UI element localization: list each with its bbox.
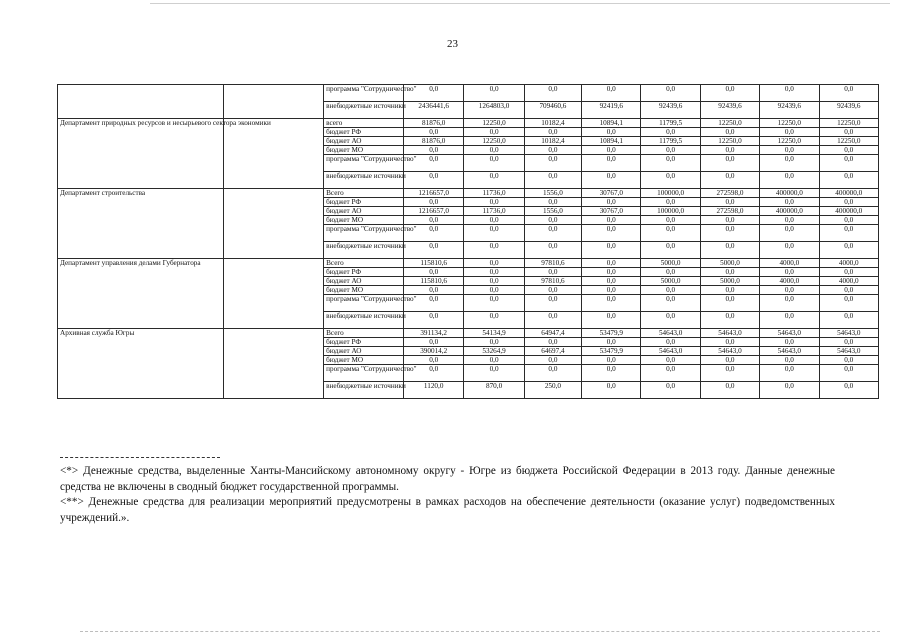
amount-cell: 709460,6 <box>524 102 581 119</box>
funding-table <box>57 84 879 399</box>
amount-cell: 0,0 <box>524 268 581 277</box>
amount-cell: 0,0 <box>582 338 641 347</box>
department-cell: Департамент управления делами Губернатора <box>58 259 224 329</box>
amount-cell: 0,0 <box>819 225 878 242</box>
amount-cell: 10894,1 <box>582 137 641 146</box>
amount-cell: 0,0 <box>760 365 819 382</box>
funding-source-cell: программа "Сотрудничество" <box>324 225 404 242</box>
amount-cell: 0,0 <box>760 356 819 365</box>
amount-cell: 0,0 <box>760 85 819 102</box>
footnote-2: <**> Денежные средства для реализации мероприятий предусмотрены в рамках расходов на обеспечение деятельности (оказание услуг) подведомственных учреждений.». <box>60 496 835 524</box>
amount-cell: 12250,0 <box>819 119 878 128</box>
amount-cell: 0,0 <box>760 128 819 137</box>
amount-cell: 0,0 <box>819 295 878 312</box>
amount-cell: 12250,0 <box>819 137 878 146</box>
amount-cell: 0,0 <box>464 128 524 137</box>
amount-cell: 0,0 <box>582 216 641 225</box>
funding-source-cell: бюджет АО <box>324 347 404 356</box>
amount-cell: 4000,0 <box>819 277 878 286</box>
amount-cell: 0,0 <box>464 365 524 382</box>
amount-cell: 0,0 <box>464 295 524 312</box>
amount-cell: 0,0 <box>403 216 463 225</box>
empty-cell <box>223 119 323 189</box>
amount-cell: 0,0 <box>464 172 524 189</box>
amount-cell: 0,0 <box>524 198 581 207</box>
amount-cell: 0,0 <box>403 146 463 155</box>
amount-cell: 0,0 <box>464 146 524 155</box>
empty-cell <box>223 329 323 399</box>
amount-cell: 11736,0 <box>464 189 524 198</box>
amount-cell: 0,0 <box>464 286 524 295</box>
amount-cell: 0,0 <box>582 312 641 329</box>
funding-source-cell: бюджет РФ <box>324 268 404 277</box>
amount-cell: 0,0 <box>582 277 641 286</box>
table-row <box>58 189 879 198</box>
amount-cell: 0,0 <box>403 85 463 102</box>
amount-cell: 0,0 <box>582 155 641 172</box>
amount-cell: 0,0 <box>819 338 878 347</box>
amount-cell: 250,0 <box>524 382 581 399</box>
amount-cell: 0,0 <box>819 268 878 277</box>
funding-source-cell: бюджет РФ <box>324 338 404 347</box>
amount-cell: 0,0 <box>700 198 759 207</box>
amount-cell: 0,0 <box>582 242 641 259</box>
amount-cell: 0,0 <box>464 85 524 102</box>
amount-cell: 0,0 <box>464 155 524 172</box>
amount-cell: 0,0 <box>760 172 819 189</box>
amount-cell: 10182,4 <box>524 119 581 128</box>
amount-cell: 0,0 <box>641 146 700 155</box>
amount-cell: 10182,4 <box>524 137 581 146</box>
amount-cell: 92439,6 <box>641 102 700 119</box>
amount-cell: 0,0 <box>403 198 463 207</box>
amount-cell: 0,0 <box>464 312 524 329</box>
funding-source-cell: программа "Сотрудничество" <box>324 295 404 312</box>
amount-cell: 1556,0 <box>524 207 581 216</box>
department-cell: Архивная служба Югры <box>58 329 224 399</box>
funding-source-cell: внебюджетные источники <box>324 242 404 259</box>
amount-cell: 0,0 <box>700 382 759 399</box>
amount-cell: 0,0 <box>582 85 641 102</box>
amount-cell: 0,0 <box>464 225 524 242</box>
amount-cell: 0,0 <box>464 242 524 259</box>
amount-cell: 54643,0 <box>760 347 819 356</box>
funding-source-cell: программа "Сотрудничество" <box>324 85 404 102</box>
amount-cell: 0,0 <box>760 242 819 259</box>
funding-source-cell: внебюджетные источники <box>324 172 404 189</box>
amount-cell: 0,0 <box>700 268 759 277</box>
amount-cell: 0,0 <box>819 356 878 365</box>
amount-cell: 0,0 <box>700 312 759 329</box>
amount-cell: 54643,0 <box>819 329 878 338</box>
amount-cell: 0,0 <box>700 242 759 259</box>
amount-cell: 0,0 <box>524 338 581 347</box>
amount-cell: 81876,0 <box>403 137 463 146</box>
funding-source-cell: бюджет АО <box>324 137 404 146</box>
amount-cell: 12250,0 <box>464 119 524 128</box>
amount-cell: 0,0 <box>700 85 759 102</box>
amount-cell: 0,0 <box>464 259 524 268</box>
amount-cell: 12250,0 <box>700 137 759 146</box>
amount-cell: 54643,0 <box>700 329 759 338</box>
funding-source-cell: бюджет МО <box>324 146 404 155</box>
amount-cell: 0,0 <box>641 295 700 312</box>
funding-source-cell: внебюджетные источники <box>324 312 404 329</box>
amount-cell: 272598,0 <box>700 207 759 216</box>
amount-cell: 4000,0 <box>760 259 819 268</box>
amount-cell: 870,0 <box>464 382 524 399</box>
amount-cell: 0,0 <box>760 146 819 155</box>
footnote-separator <box>60 457 220 458</box>
amount-cell: 53479,9 <box>582 329 641 338</box>
amount-cell: 0,0 <box>760 155 819 172</box>
amount-cell: 11736,0 <box>464 207 524 216</box>
amount-cell: 0,0 <box>641 382 700 399</box>
amount-cell: 92419,6 <box>582 102 641 119</box>
department-cell <box>58 85 224 119</box>
amount-cell: 0,0 <box>524 365 581 382</box>
amount-cell: 0,0 <box>700 295 759 312</box>
amount-cell: 0,0 <box>641 312 700 329</box>
amount-cell: 0,0 <box>700 225 759 242</box>
amount-cell: 400000,0 <box>760 207 819 216</box>
amount-cell: 391134,2 <box>403 329 463 338</box>
amount-cell: 400000,0 <box>819 207 878 216</box>
department-cell: Департамент природных ресурсов и несырьевого сектора экономики <box>58 119 224 189</box>
amount-cell: 0,0 <box>403 268 463 277</box>
amount-cell: 1264803,0 <box>464 102 524 119</box>
funding-source-cell: программа "Сотрудничество" <box>324 155 404 172</box>
amount-cell: 0,0 <box>641 155 700 172</box>
amount-cell: 0,0 <box>819 128 878 137</box>
amount-cell: 390014,2 <box>403 347 463 356</box>
amount-cell: 0,0 <box>641 356 700 365</box>
amount-cell: 0,0 <box>524 216 581 225</box>
amount-cell: 0,0 <box>641 172 700 189</box>
funding-source-cell: внебюджетные источники <box>324 102 404 119</box>
amount-cell: 0,0 <box>819 382 878 399</box>
amount-cell: 0,0 <box>819 198 878 207</box>
amount-cell: 0,0 <box>641 242 700 259</box>
amount-cell: 0,0 <box>464 338 524 347</box>
amount-cell: 0,0 <box>403 312 463 329</box>
empty-cell <box>223 189 323 259</box>
amount-cell: 0,0 <box>524 242 581 259</box>
amount-cell: 0,0 <box>641 365 700 382</box>
amount-cell: 12250,0 <box>464 137 524 146</box>
amount-cell: 0,0 <box>582 128 641 137</box>
amount-cell: 0,0 <box>582 225 641 242</box>
amount-cell: 5000,0 <box>700 277 759 286</box>
amount-cell: 0,0 <box>403 286 463 295</box>
amount-cell: 97810,6 <box>524 259 581 268</box>
amount-cell: 92439,6 <box>700 102 759 119</box>
amount-cell: 4000,0 <box>819 259 878 268</box>
amount-cell: 0,0 <box>760 198 819 207</box>
amount-cell: 0,0 <box>403 365 463 382</box>
scan-top-edge <box>150 3 890 4</box>
amount-cell: 0,0 <box>464 198 524 207</box>
amount-cell: 0,0 <box>464 216 524 225</box>
amount-cell: 0,0 <box>760 312 819 329</box>
amount-cell: 0,0 <box>582 268 641 277</box>
amount-cell: 5000,0 <box>641 277 700 286</box>
amount-cell: 0,0 <box>582 356 641 365</box>
amount-cell: 0,0 <box>760 382 819 399</box>
amount-cell: 0,0 <box>700 146 759 155</box>
amount-cell: 0,0 <box>760 295 819 312</box>
funding-source-cell: бюджет МО <box>324 286 404 295</box>
amount-cell: 64697,4 <box>524 347 581 356</box>
amount-cell: 0,0 <box>641 338 700 347</box>
amount-cell: 30767,0 <box>582 207 641 216</box>
amount-cell: 92439,6 <box>819 102 878 119</box>
amount-cell: 0,0 <box>700 216 759 225</box>
amount-cell: 0,0 <box>403 155 463 172</box>
amount-cell: 0,0 <box>403 128 463 137</box>
amount-cell: 0,0 <box>524 295 581 312</box>
amount-cell: 0,0 <box>524 128 581 137</box>
amount-cell: 0,0 <box>582 198 641 207</box>
amount-cell: 0,0 <box>700 128 759 137</box>
amount-cell: 53264,9 <box>464 347 524 356</box>
amount-cell: 12250,0 <box>760 137 819 146</box>
amount-cell: 0,0 <box>641 286 700 295</box>
amount-cell: 54643,0 <box>760 329 819 338</box>
amount-cell: 1216657,0 <box>403 207 463 216</box>
amount-cell: 0,0 <box>760 338 819 347</box>
amount-cell: 0,0 <box>760 216 819 225</box>
amount-cell: 54643,0 <box>641 347 700 356</box>
funding-source-cell: всего <box>324 119 404 128</box>
amount-cell: 0,0 <box>641 128 700 137</box>
page-number: 23 <box>447 38 458 50</box>
footnotes <box>60 464 835 526</box>
amount-cell: 115810,6 <box>403 277 463 286</box>
amount-cell: 0,0 <box>582 295 641 312</box>
amount-cell: 1216657,0 <box>403 189 463 198</box>
amount-cell: 100000,0 <box>641 207 700 216</box>
amount-cell: 0,0 <box>464 277 524 286</box>
funding-source-cell: бюджет РФ <box>324 128 404 137</box>
amount-cell: 0,0 <box>464 268 524 277</box>
amount-cell: 0,0 <box>403 242 463 259</box>
amount-cell: 0,0 <box>760 268 819 277</box>
amount-cell: 0,0 <box>700 365 759 382</box>
funding-source-cell: бюджет АО <box>324 277 404 286</box>
amount-cell: 0,0 <box>582 365 641 382</box>
funding-source-cell: бюджет АО <box>324 207 404 216</box>
amount-cell: 12250,0 <box>760 119 819 128</box>
amount-cell: 54134,9 <box>464 329 524 338</box>
amount-cell: 0,0 <box>819 172 878 189</box>
amount-cell: 54643,0 <box>819 347 878 356</box>
amount-cell: 0,0 <box>582 146 641 155</box>
amount-cell: 0,0 <box>819 146 878 155</box>
amount-cell: 0,0 <box>819 242 878 259</box>
amount-cell: 0,0 <box>582 286 641 295</box>
amount-cell: 54643,0 <box>700 347 759 356</box>
amount-cell: 0,0 <box>464 356 524 365</box>
amount-cell: 0,0 <box>641 268 700 277</box>
amount-cell: 1556,0 <box>524 189 581 198</box>
scan-bottom-edge <box>80 631 880 632</box>
amount-cell: 0,0 <box>403 225 463 242</box>
amount-cell: 0,0 <box>700 338 759 347</box>
funding-source-cell: Всего <box>324 329 404 338</box>
funding-source-cell: программа "Сотрудничество" <box>324 365 404 382</box>
amount-cell: 0,0 <box>641 198 700 207</box>
amount-cell: 0,0 <box>641 216 700 225</box>
amount-cell: 64947,4 <box>524 329 581 338</box>
amount-cell: 0,0 <box>641 225 700 242</box>
amount-cell: 54643,0 <box>641 329 700 338</box>
amount-cell: 0,0 <box>403 356 463 365</box>
amount-cell: 0,0 <box>700 172 759 189</box>
amount-cell: 0,0 <box>819 312 878 329</box>
amount-cell: 0,0 <box>524 155 581 172</box>
amount-cell: 0,0 <box>403 172 463 189</box>
amount-cell: 0,0 <box>524 286 581 295</box>
amount-cell: 0,0 <box>582 172 641 189</box>
table-row <box>58 85 879 102</box>
amount-cell: 12250,0 <box>700 119 759 128</box>
amount-cell: 0,0 <box>641 85 700 102</box>
amount-cell: 0,0 <box>582 382 641 399</box>
amount-cell: 0,0 <box>819 286 878 295</box>
amount-cell: 2436441,6 <box>403 102 463 119</box>
amount-cell: 272598,0 <box>700 189 759 198</box>
amount-cell: 0,0 <box>524 172 581 189</box>
department-cell: Департамент строительства <box>58 189 224 259</box>
amount-cell: 10894,1 <box>582 119 641 128</box>
empty-cell <box>223 85 323 119</box>
amount-cell: 11799,5 <box>641 137 700 146</box>
amount-cell: 0,0 <box>760 286 819 295</box>
amount-cell: 0,0 <box>819 365 878 382</box>
amount-cell: 400000,0 <box>819 189 878 198</box>
amount-cell: 5000,0 <box>641 259 700 268</box>
amount-cell: 11799,5 <box>641 119 700 128</box>
amount-cell: 1120,0 <box>403 382 463 399</box>
amount-cell: 0,0 <box>819 85 878 102</box>
amount-cell: 97810,6 <box>524 277 581 286</box>
amount-cell: 0,0 <box>524 225 581 242</box>
amount-cell: 0,0 <box>819 216 878 225</box>
amount-cell: 100000,0 <box>641 189 700 198</box>
amount-cell: 0,0 <box>700 356 759 365</box>
funding-source-cell: бюджет МО <box>324 356 404 365</box>
amount-cell: 0,0 <box>700 155 759 172</box>
amount-cell: 0,0 <box>700 286 759 295</box>
amount-cell: 115810,6 <box>403 259 463 268</box>
amount-cell: 53479,9 <box>582 347 641 356</box>
table-row <box>58 329 879 338</box>
amount-cell: 92439,6 <box>760 102 819 119</box>
funding-source-cell: бюджет РФ <box>324 198 404 207</box>
amount-cell: 0,0 <box>403 338 463 347</box>
amount-cell: 400000,0 <box>760 189 819 198</box>
funding-source-cell: Всего <box>324 189 404 198</box>
amount-cell: 0,0 <box>524 146 581 155</box>
amount-cell: 0,0 <box>760 225 819 242</box>
funding-source-cell: бюджет МО <box>324 216 404 225</box>
amount-cell: 0,0 <box>582 259 641 268</box>
table-row <box>58 119 879 128</box>
amount-cell: 0,0 <box>819 155 878 172</box>
empty-cell <box>223 259 323 329</box>
amount-cell: 4000,0 <box>760 277 819 286</box>
amount-cell: 30767,0 <box>582 189 641 198</box>
footnote-1: <*> Денежные средства, выделенные Ханты-Мансийскому автономному округу - Югре из бюджета Российской Федерации в 2013 году. Данные денежные средства не включены в сводный бюджет государственной программы. <box>60 465 835 493</box>
table-row <box>58 259 879 268</box>
amount-cell: 81876,0 <box>403 119 463 128</box>
amount-cell: 0,0 <box>524 356 581 365</box>
funding-source-cell: внебюджетные источники <box>324 382 404 399</box>
amount-cell: 0,0 <box>524 85 581 102</box>
funding-source-cell: Всего <box>324 259 404 268</box>
amount-cell: 0,0 <box>403 295 463 312</box>
amount-cell: 5000,0 <box>700 259 759 268</box>
amount-cell: 0,0 <box>524 312 581 329</box>
funding-table-body <box>58 85 879 399</box>
